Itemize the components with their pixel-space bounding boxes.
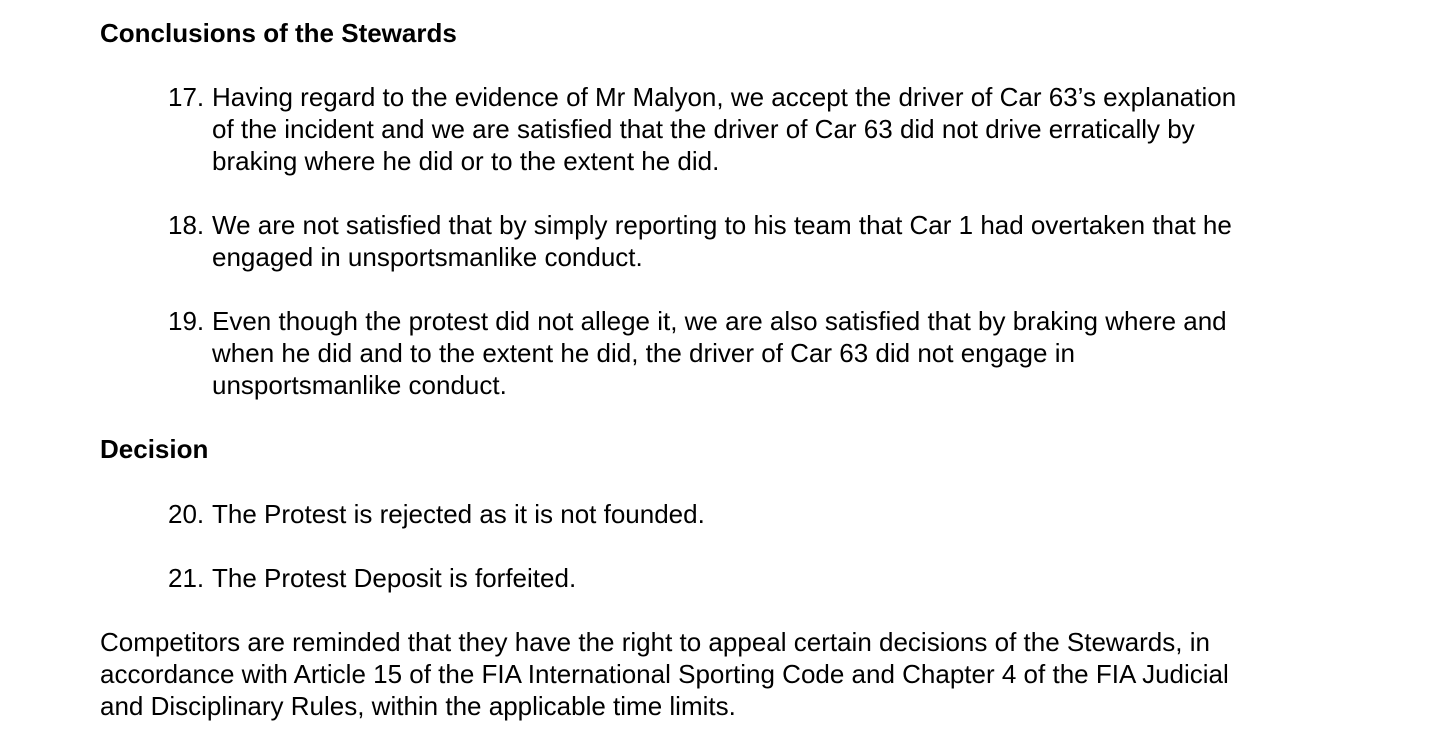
paragraph-number: 21.: [168, 563, 205, 593]
heading-conclusions: Conclusions of the Stewards: [100, 18, 457, 48]
paragraph-text: The Protest is rejected as it is not founded.: [212, 499, 705, 529]
paragraph-number: 19.: [168, 306, 205, 336]
appeal-notice: Competitors are reminded that they have the right to appeal certain decisions of the Stewards, in accordance with Article 15 of the FIA International Sporting Code and Chapter 4 of the FIA Judicial and Disciplinary Rules, within the applicable time limits.: [100, 627, 1229, 721]
paragraph-20: [168, 498, 1368, 530]
paragraph-21: [168, 562, 1368, 594]
paragraph-text: We are not satisfied that by simply reporting to his team that Car 1 had overtaken that he engaged in unsportsmanlike conduct.: [212, 210, 1232, 272]
paragraph-number: 20.: [168, 499, 205, 529]
paragraph-text: Having regard to the evidence of Mr Malyon, we accept the driver of Car 63’s explanation of the incident and we are satisfied that the driver of Car 63 did not drive erratically by braking where he did or to the extent he did.: [212, 82, 1237, 176]
paragraph-text: Even though the protest did not allege it, we are also satisfied that by braking where and when he did and to the extent he did, the driver of Car 63 did not engage in unsportsmanlike conduct.: [212, 306, 1227, 400]
paragraph-18: [168, 209, 1368, 273]
paragraph-19: [168, 305, 1368, 401]
paragraph-number: 17.: [168, 82, 205, 112]
paragraph-17: [168, 81, 1368, 177]
heading-decision: Decision: [100, 434, 209, 464]
paragraph-text: The Protest Deposit is forfeited.: [212, 563, 577, 593]
paragraph-number: 18.: [168, 210, 205, 240]
